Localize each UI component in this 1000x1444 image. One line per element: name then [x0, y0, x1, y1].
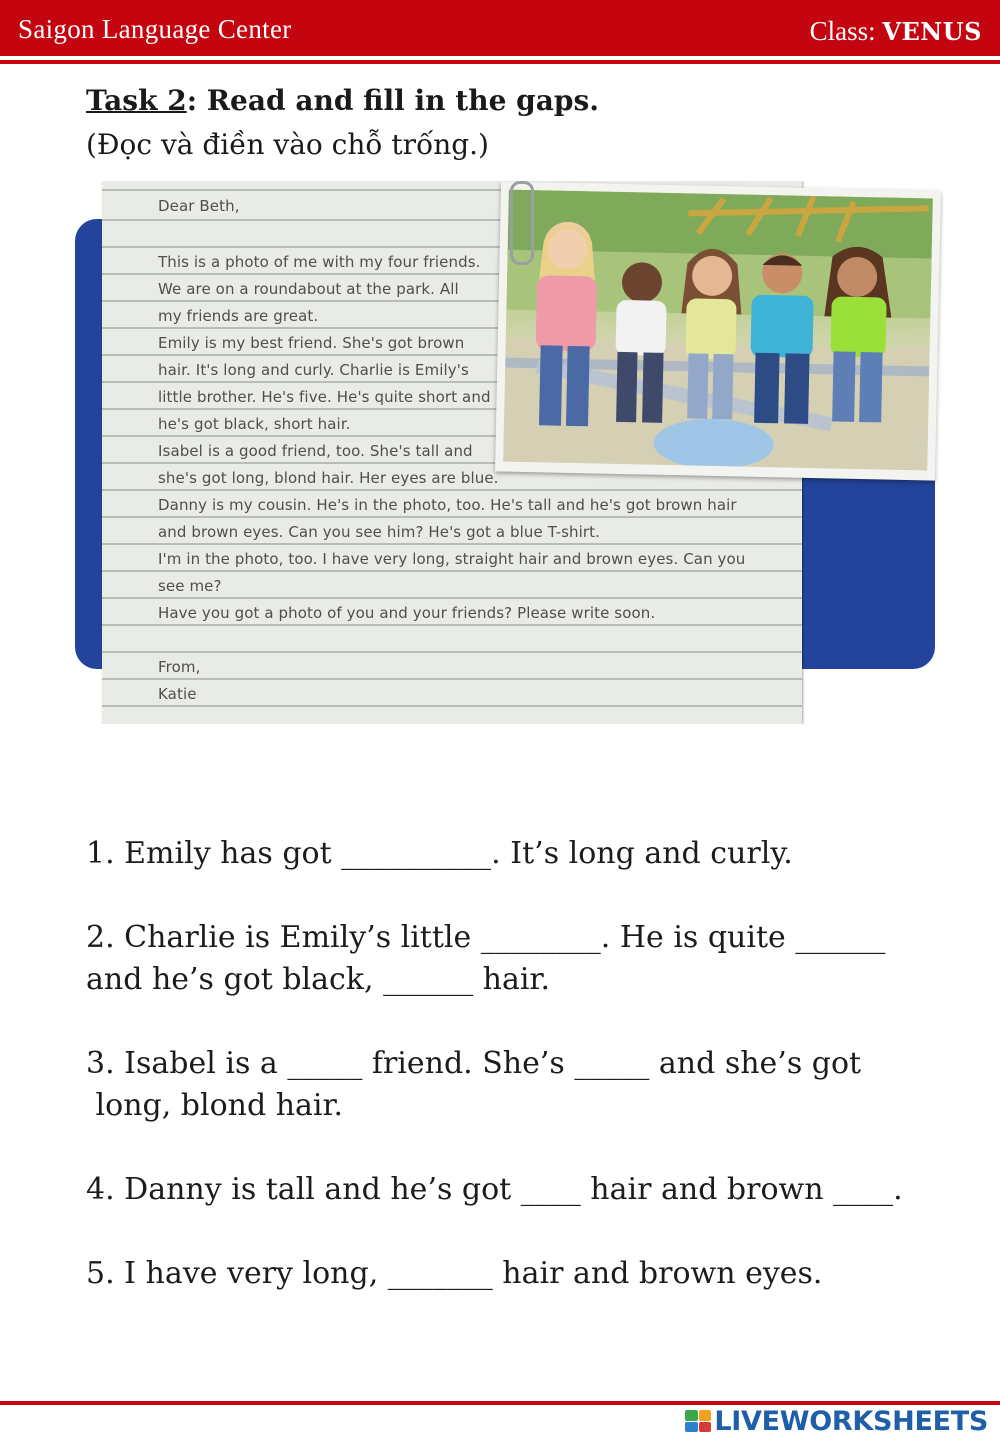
- letter-line: Katie: [158, 685, 197, 703]
- letter-line: Isabel is a good friend, too. She's tall and: [158, 442, 473, 460]
- class-name: VENUS: [882, 17, 982, 46]
- letter-line: see me?: [158, 577, 222, 595]
- letter-line: she's got long, blond hair. Her eyes are blue.: [158, 469, 499, 487]
- question-3-line-1: 3. Isabel is a _____ friend. She’s _____ and she’s got: [86, 1046, 862, 1081]
- task-title: : Read and fill in the gaps.: [186, 84, 599, 117]
- photo-frame: [495, 181, 941, 480]
- letter-line: my friends are great.: [158, 307, 319, 325]
- task-heading: [86, 84, 599, 117]
- liveworksheets-brand[interactable]: [685, 1404, 988, 1438]
- question-1: 1. Emily has got __________. It’s long and curly.: [86, 836, 793, 871]
- question-4: 4. Danny is tall and he’s got ____ hair and brown ____.: [86, 1172, 903, 1207]
- children-photo: [503, 190, 933, 471]
- question-5: 5. I have very long, _______ hair and brown eyes.: [86, 1256, 823, 1291]
- letter-line: We are on a roundabout at the park. All: [158, 280, 459, 298]
- letter-line: and brown eyes. Can you see him? He's got a blue T-shirt.: [158, 523, 600, 541]
- question-3-line-2: long, blond hair.: [86, 1088, 344, 1123]
- letter-line: Emily is my best friend. She's got brown: [158, 334, 465, 352]
- children-photo-illustration: [503, 190, 933, 471]
- letter-line: I'm in the photo, too. I have very long, straight hair and brown eyes. Can you: [158, 550, 746, 568]
- letter-line: This is a photo of me with my four friends.: [158, 253, 481, 271]
- question-2-line-1: 2. Charlie is Emily’s little ________. He is quite ______: [86, 920, 886, 955]
- letter-figure: [70, 181, 945, 724]
- letter-line: From,: [158, 658, 201, 676]
- header-bar: [0, 0, 1000, 56]
- school-name: Saigon Language Center: [18, 14, 292, 44]
- letter-line: Dear Beth,: [158, 197, 240, 215]
- liveworksheets-logo-icon: [685, 1410, 711, 1432]
- question-2-line-2: and he’s got black, ______ hair.: [86, 962, 551, 997]
- task-subtitle: (Đọc và điền vào chỗ trống.): [86, 128, 489, 161]
- letter-line: he's got black, short hair.: [158, 415, 351, 433]
- class-prefix: Class:: [809, 16, 876, 46]
- brand-text: LIVEWORKSHEETS: [714, 1405, 988, 1437]
- header-divider: [0, 60, 1000, 64]
- paper-clip: [510, 181, 534, 265]
- letter-line: Have you got a photo of you and your friends? Please write soon.: [158, 604, 656, 622]
- letter-line: little brother. He's five. He's quite short and: [158, 388, 491, 406]
- letter-line: Danny is my cousin. He's in the photo, too. He's tall and he's got brown hair: [158, 496, 737, 514]
- class-label: [810, 16, 982, 47]
- task-label: Task 2: [86, 84, 187, 117]
- letter-line: hair. It's long and curly. Charlie is Emily's: [158, 361, 469, 379]
